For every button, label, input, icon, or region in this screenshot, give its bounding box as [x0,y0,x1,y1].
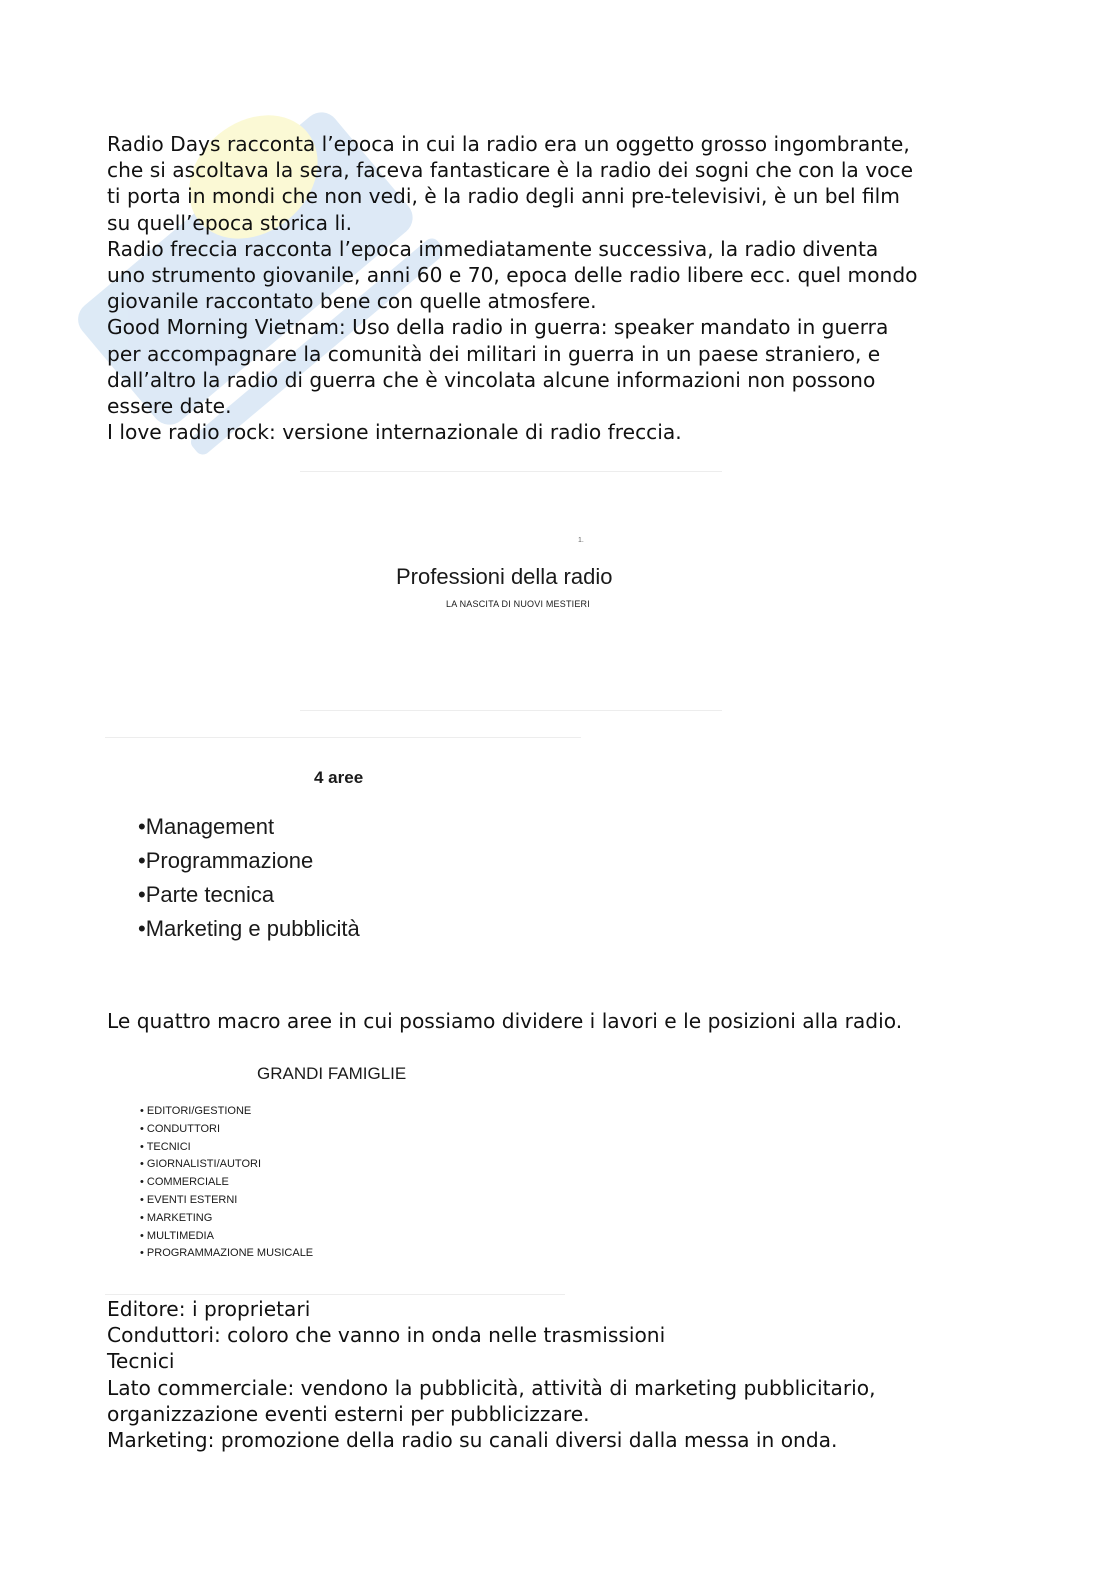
intro-paragraph [107,131,1017,445]
slide-title: Professioni della radio [396,564,613,589]
list-item: •Programmazione [138,848,314,873]
outro-line: Lato commerciale: vendono la pubblicità, attività di marketing pubblicitario, [107,1375,876,1400]
slide-title: GRANDI FAMIGLIE [257,1064,407,1083]
list-item: • MARKETING [140,1211,213,1224]
outro-paragraph [107,1296,1017,1453]
list-item: • CONDUTTORI [140,1122,221,1135]
intro-line: per accompagnare la comunità dei militari in guerra in un paese straniero, e [107,341,881,366]
slide3-bottom-divider [105,1294,565,1295]
caption-line: Le quattro macro aree in cui possiamo dividere i lavori e le posizioni alla radio. [107,1009,903,1033]
intro-line: ti porta in mondi che non vedi, è la radio degli anni pre-televisivi, è un bel film [107,184,900,209]
outro-line: Marketing: promozione della radio su canali diversi dalla messa in onda. [107,1428,838,1453]
outro-line: Tecnici [107,1349,175,1374]
outro-line: Conduttori: coloro che vanno in onda nelle trasmissioni [107,1323,666,1348]
caption-paragraph [107,1008,1017,1034]
list-item: • TECNICI [140,1140,191,1153]
list-item: • MULTIMEDIA [140,1229,214,1242]
families-list [140,1103,313,1263]
slide-number: 1. [578,537,584,544]
intro-line: uno strumento giovanile, anni 60 e 70, epoca delle radio libere ecc. quel mondo [107,263,918,288]
intro-line: che si ascoltava la sera, faceva fantasticare è la radio dei sogni che con la voce [107,158,914,183]
list-item: • EDITORI/GESTIONE [140,1105,252,1117]
slide-title: 4 aree [314,768,364,787]
slide1-top-divider [300,471,722,472]
list-item: • EVENTI ESTERNI [140,1193,238,1206]
intro-line: dall’altro la radio di guerra che è vincolata alcune informazioni non possono [107,367,876,392]
intro-line: Good Morning Vietnam: Uso della radio in guerra: speaker mandato in guerra [107,315,889,340]
slide1-bottom-divider [300,710,722,711]
outro-line: Editore: i proprietari [107,1297,311,1321]
intro-line: Radio Days racconta l’epoca in cui la radio era un oggetto grosso ingombrante, [107,132,910,156]
list-item: •Management [138,814,275,839]
list-item: • PROGRAMMAZIONE MUSICALE [140,1247,314,1260]
intro-line: essere date. [107,394,232,419]
outro-line: organizzazione eventi esterni per pubblicizzare. [107,1401,590,1426]
intro-line: I love radio rock: versione internazionale di radio freccia. [107,420,682,445]
list-item: • COMMERCIALE [140,1176,229,1189]
intro-line: su quell’epoca storica li. [107,210,353,235]
intro-line: Radio freccia racconta l’epoca immediatamente successiva, la radio diventa [107,236,879,261]
list-item: •Parte tecnica [138,882,275,907]
list-item: •Marketing e pubblicità [138,916,360,941]
areas-list [138,810,360,946]
slide-subtitle: LA NASCITA DI NUOVI MESTIERI [446,599,590,609]
intro-line: giovanile raccontato bene con quelle atmosfere. [107,289,597,314]
slide2-top-divider [105,737,581,738]
list-item: • GIORNALISTI/AUTORI [140,1158,261,1171]
